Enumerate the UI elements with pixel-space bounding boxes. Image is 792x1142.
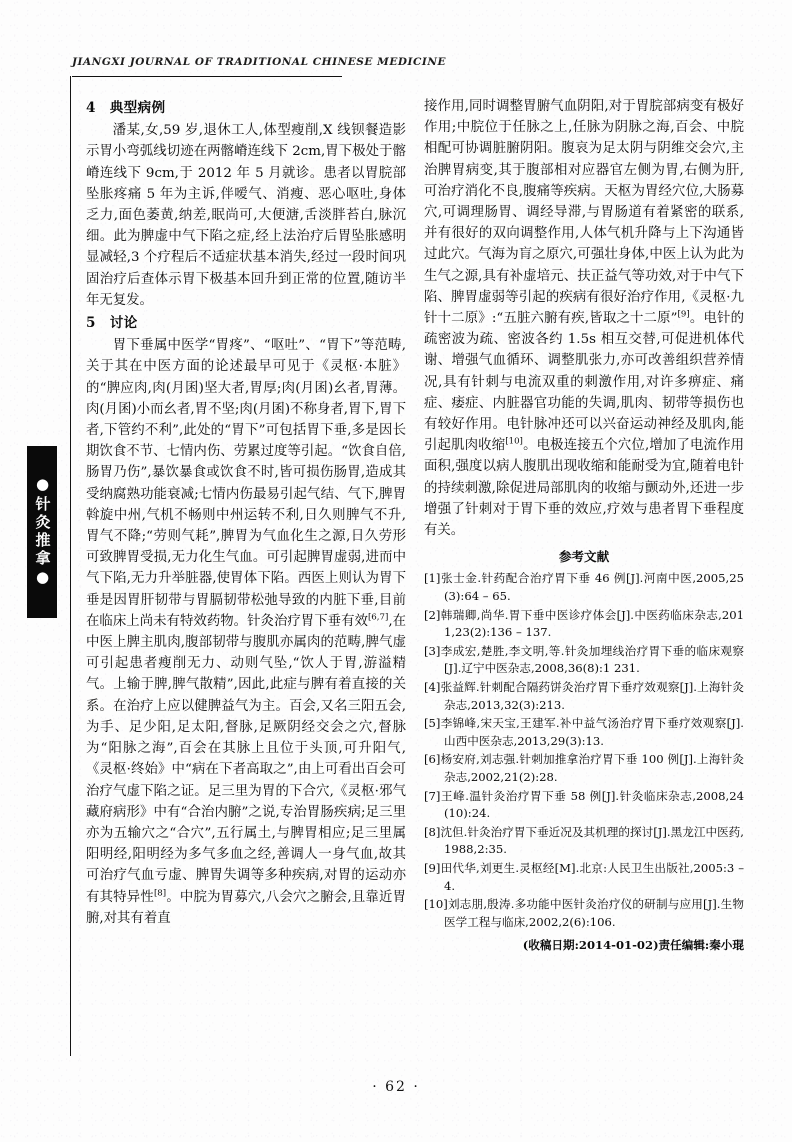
section-heading-4: [86, 98, 406, 119]
section-4-paragraph: 潘某,女,59 岁,退休工人,体型瘦削,X 线钡餐造影示胃小弯弧线切迹在两髂嵴连线下 2cm,胃下极处于髂嵴连线下 9cm,于 2012 年 5 月就诊。患者以胃脘部坠胀疼痛 5 年为主诉,伴嗳气、消瘦、恶心呕吐,身体乏力,面色萎黄,纳差,眠尚可,大便溏,舌淡胖苔白,脉沉细。此为脾虚中气下陷之症,经上法治疗后胃坠胀感明显减轻,3 个疗程后不适症状基本消失,经过一段时间巩固治疗后查体示胃下极基本回升到正常的位置,随访半年无复发。: [86, 123, 406, 308]
reference-item: [9]田代华,刘更生.灵枢经[M].北京:人民卫生出版社,2005:3 – 4.: [424, 860, 744, 893]
reference-item: [2]韩瑞卿,尚华.胃下垂中医诊疗体会[J].中医药临床杂志,2011,23(2):136 – 137.: [424, 607, 744, 640]
section-heading-5: [86, 313, 406, 334]
section-5-text-part-2: ,在中医上脾主肌肉,腹部韧带与腹肌亦属肉的范畴,脾气虚可引起患者瘦削无力、动则气坠,“饮人于胃,游溢精气。上输于脾,脾气散精”,因此,此症与脾有着直接的关系。在治疗上应以健脾益气为主。百会,又名三阳五会,为手、足少阳,足太阳,督脉,足厥阴经交会之穴,督脉为“阳脉之海”,百会在其脉上且位于头顶,可升阳气,《灵枢·终始》中“病在下者高取之”,由上可看出百会可治疗气虚下陷之证。足三里为胃的下合穴,《灵枢·邪气藏府病形》中有“合治内腑”之说,专治胃肠疾病;足三里亦为五输穴之“合穴”,五行属土,与脾胃相应;足三里属阳明经,阳明经为多气多血之经,善调人一身气血,故其可治疗气血亏虚、脾胃失调等多种疾病,对胃的运动亦有其特异性: [86, 613, 406, 905]
reference-item: [5]李锦峰,宋天宝,王建军.补中益气汤治疗胃下垂疗效观察[J].山西中医杂志,2013,29(3):13.: [424, 716, 744, 748]
section-4-title: 典型病例: [109, 100, 166, 116]
section-5-title: 讨论: [109, 315, 138, 332]
reference-item: [10]刘志朋,殷涛.多功能中医针灸治疗仪的研制与应用[J].生物医学工程与临床,2002,2(6):106.: [424, 897, 744, 929]
manuscript-received-note: (收稿日期:2014-01-02)责任编辑:秦小琨: [522, 938, 744, 953]
reference-item: [8]沈但.针灸治疗胃下垂近况及其机理的探讨[J].黑龙江中医药,1988,2:35.: [424, 824, 744, 857]
running-head: JIANGXI JOURNAL OF TRADITIONAL CHINESE MEDICINE: [72, 56, 447, 68]
citation-marker-8: [8]: [153, 888, 167, 899]
section-5-paragraph: [86, 335, 406, 929]
citation-marker-10: [10]: [505, 436, 523, 447]
section-4-number: 4: [86, 100, 96, 116]
section-5-text-part-1: 胃下垂属中医学“胃疼”、“呕吐”、“胃下”等范畴,关于其在中医方面的论述最早可见于《灵枢·本脏》的“脾应肉,肉(月囷)坚大者,胃厚;肉(月囷)幺者,胃薄。肉(月囷)小而幺者,胃不坚;肉(月囷)不称身者,胃下,胃下者,下管约不利”,此处的“胃下”可包括胃下垂,多是因长期饮食不节、七情内伤、劳累过度等引起。“饮食自倍,肠胃乃伤”,暴饮暴食或饮食不时,皆可损伤肠胃,造成其受纳腐熟功能衰减;七情内伤最易引起气结、气下,脾胃斡旋中州,气机不畅则中州运转不利,日久则脾气不升,胃气不降;“劳则气耗”,脾胃为气血化生之源,日久劳形可致脾胃受损,无力化生气血。可引起脾胃虚弱,进而中气下陷,无力升举脏器,使胃体下陷。西医上则认为胃下垂是因胃肝韧带与胃膈韧带松弛导致的内脏下垂,目前在临床上尚未有特效药物。针灸治疗胃下垂有效: [86, 338, 406, 629]
page-frame-left-border: [70, 76, 71, 1056]
section-5-text-part-3: 。中脘为胃募穴,八会穴之腑会,且靠近胃腑,对其有着直: [86, 889, 407, 926]
reference-item: [4]张益辉.针刺配合隔药饼灸治疗胃下垂疗效观察[J].上海针灸杂志,2013,32(3):213.: [424, 680, 744, 712]
continued-text-part-3: 。电极连接五个穴位,增加了电流作用面积,强度以病人腹肌出现收缩和能耐受为宜,随着电针的持续刺激,除促进局部肌肉的收缩与颤动外,还进一步增强了针刺对于胃下垂的效应,疗效与患者胃下垂程度有关。: [424, 438, 745, 539]
citation-marker-9: [9]: [677, 309, 690, 320]
reference-item: [1]张士金.针药配合治疗胃下垂 46 例[J].河南中医,2005,25(3):64 – 65.: [424, 571, 744, 604]
page-number: · 62 ·: [372, 1079, 420, 1095]
references-list: [424, 570, 744, 931]
right-column: [424, 96, 744, 955]
reference-item: [7]王峰.温针灸治疗胃下垂 58 例[J].针灸临床杂志,2008,24(10):24.: [424, 788, 744, 821]
continued-paragraph: [424, 96, 744, 541]
section-side-tab-label: ●针灸推拿●: [33, 475, 52, 589]
continued-text-part-1: 接作用,同时调整胃腑气血阴阳,对于胃脘部病变有极好作用;中脘位于任脉之上,任脉为阴脉之海,百会、中脘相配可协调脏腑阴阳。腹哀为足太阴与阴维交会穴,主治脾胃病变,其于腹部相对应器官左侧为胃,右侧为肝,可治疗消化不良,腹痛等疾病。天枢为胃经穴位,大肠募穴,可调理肠胃、调经导滞,与胃肠道有着紧密的联系,并有很好的双向调整作用,人体气机升降与上下沟通皆过此穴。气海为肓之原穴,可强壮身体,中医上认为此为生气之源,具有补虚培元、扶正益气等功效,对于中气下陷、脾胃虚弱等引起的疾病有很好治疗作用,《灵枢·九针十二原》:“五脏六腑有疾,皆取之十二原”: [424, 99, 744, 327]
references-heading: 参考文献: [558, 549, 610, 565]
left-column: [86, 96, 406, 929]
reference-item: [6]杨安府,刘志强.针刺加推拿治疗胃下垂 100 例[J].上海针灸杂志,2002,21(2):28.: [424, 752, 744, 784]
citation-marker-6-7: [6,7]: [367, 612, 389, 623]
reference-item: [3]李成宏,楚胜,李文明,等.针灸加埋线治疗胃下垂的临床观察[J].辽宁中医杂志,2008,36(8):1 231.: [424, 643, 744, 676]
section-5-number: 5: [86, 315, 96, 332]
header-rule: [72, 76, 342, 77]
continued-text-part-2: 。电针的疏密波为疏、密波各约 1.5s 相互交替,可促进机体代谢、增强气血循环、调整肌张力,亦可改善组织营养情况,具有针刺与电流双重的刺激作用,对许多痹症、痛症、痿症、内脏器官功能的失调,肌肉、韧带等损伤也有较好作用。电针脉冲还可以兴奋运动神经及肌肉,能引起肌肉收缩: [424, 311, 745, 454]
section-side-tab: [27, 446, 57, 618]
